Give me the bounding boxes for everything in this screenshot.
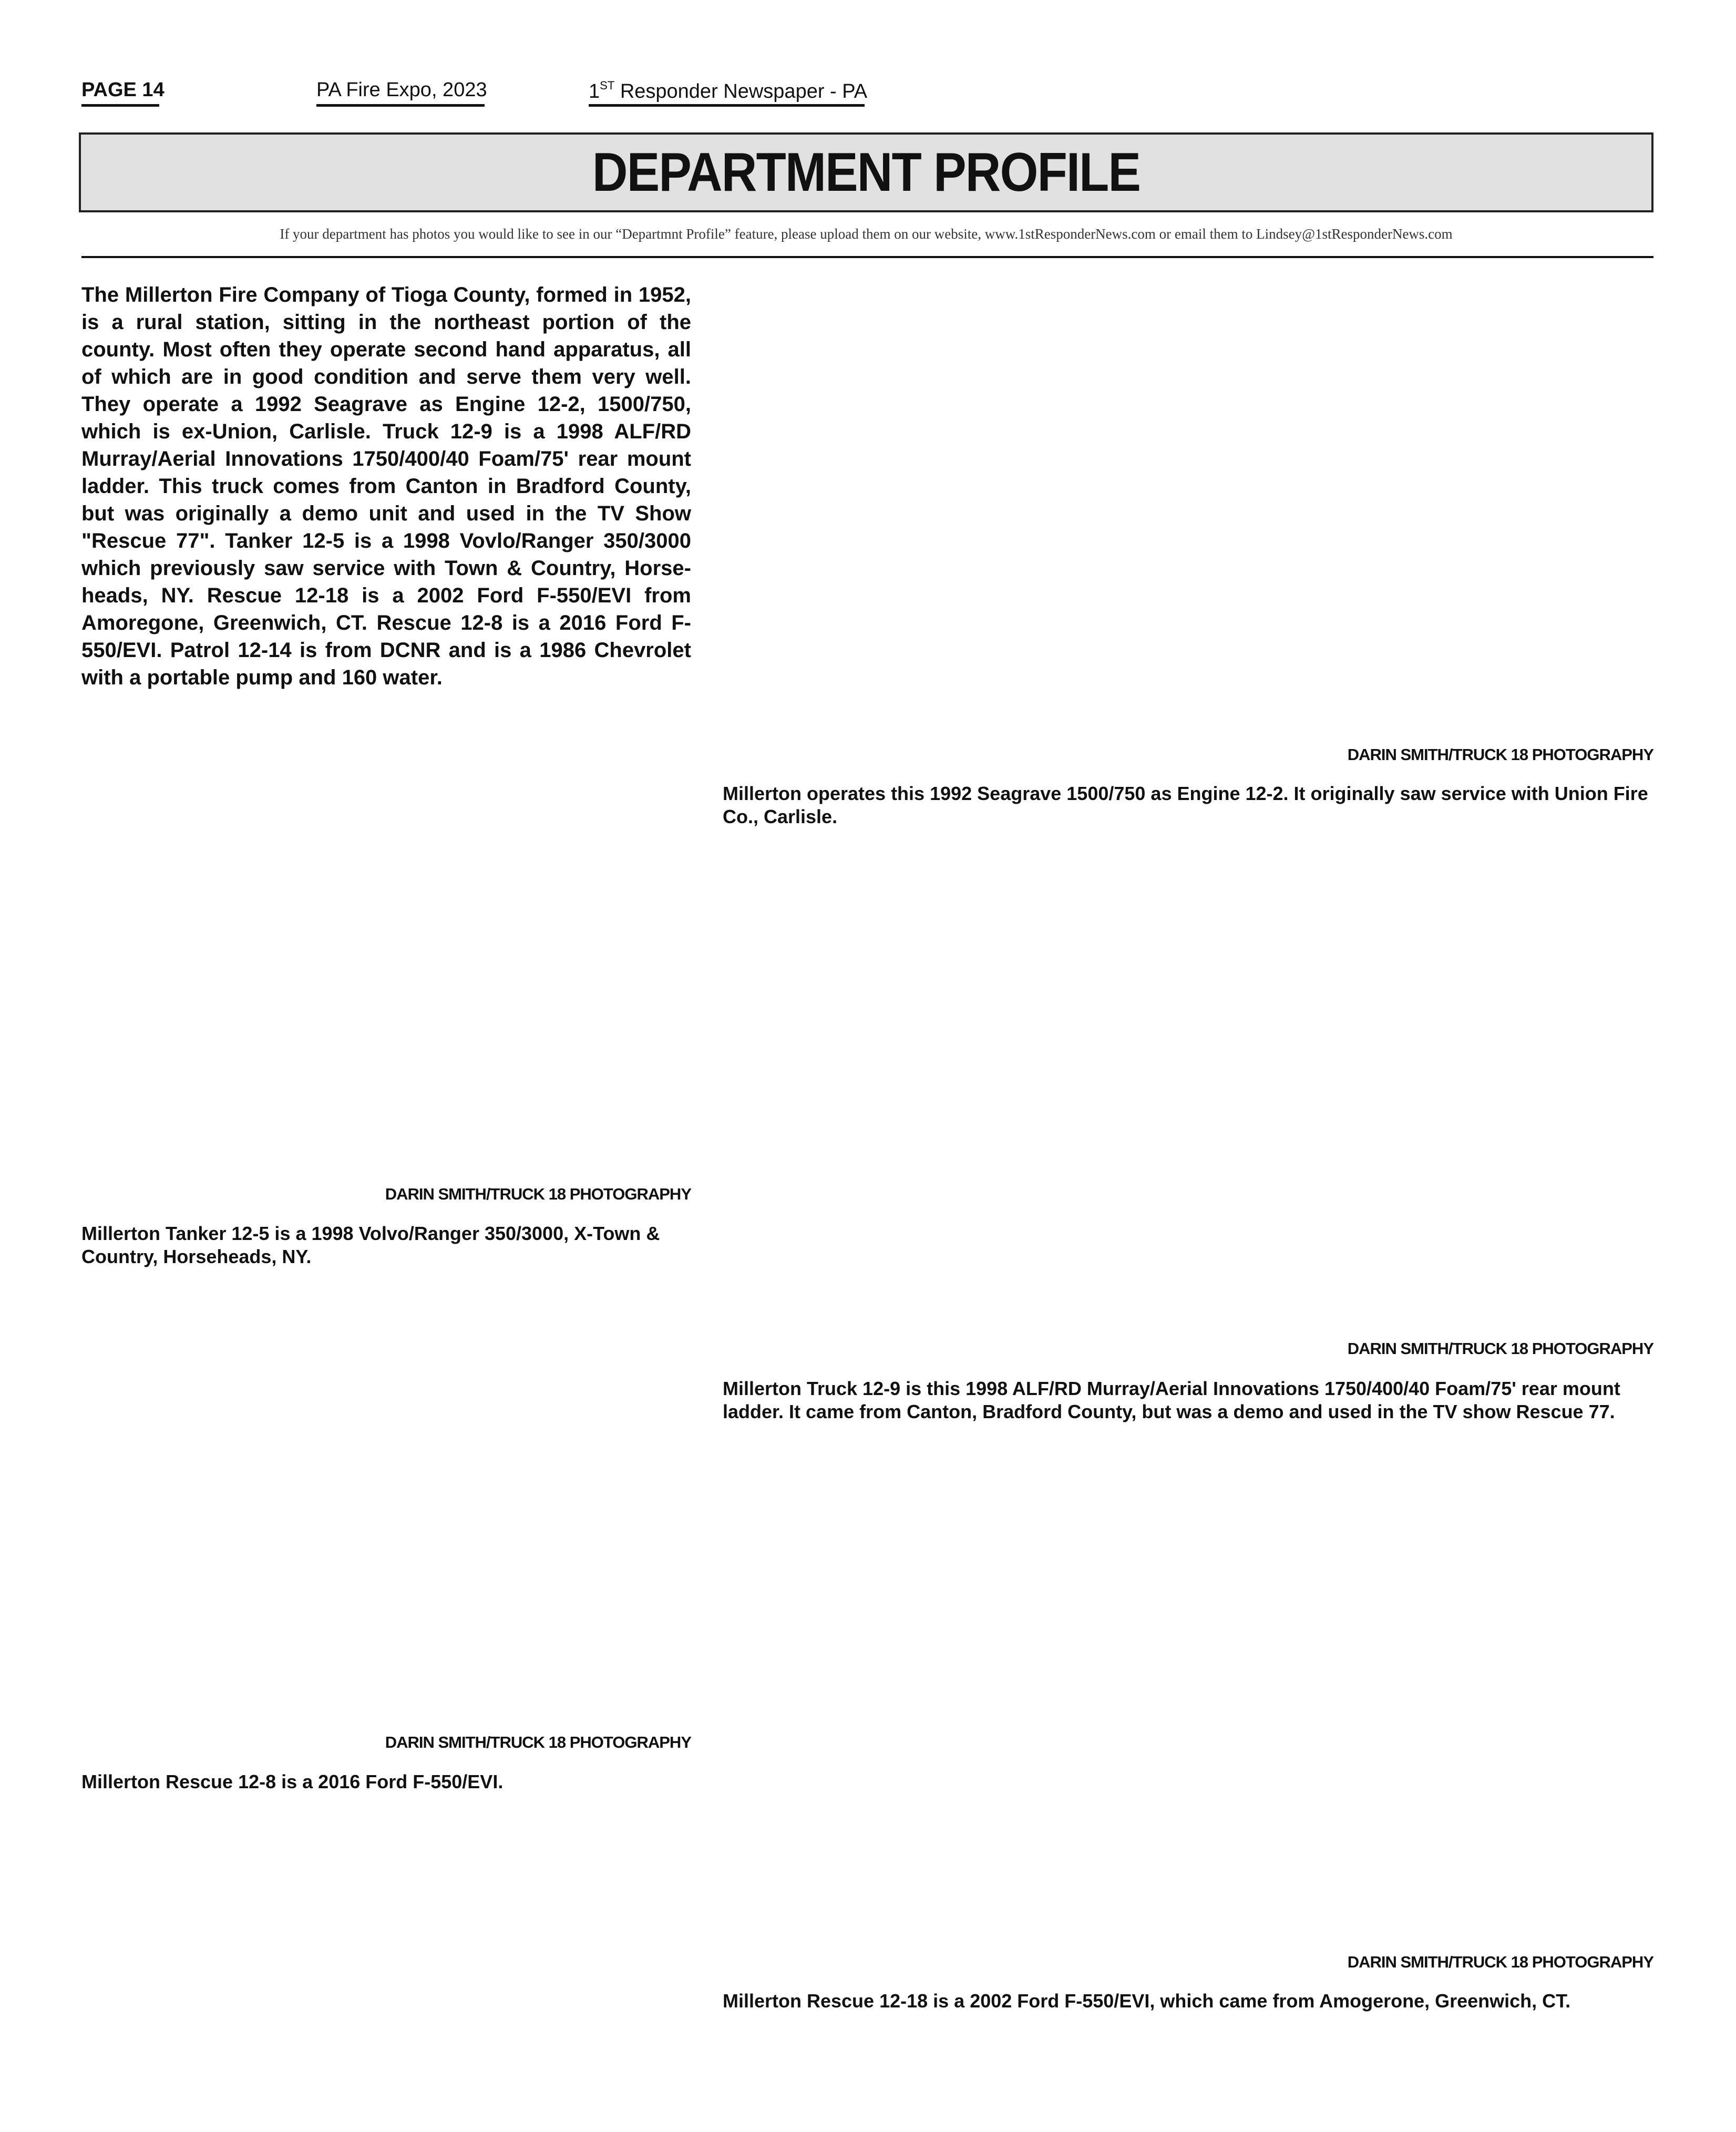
photo-caption: Millerton Rescue 12-8 is a 2016 Ford F-550/EVI. xyxy=(81,1771,504,1792)
photo-credit: DARIN SMITH/TRUCK 18 PHOTOGRAPHY xyxy=(385,1733,691,1751)
photo-credit: DARIN SMITH/TRUCK 18 PHOTOGRAPHY xyxy=(1347,745,1653,764)
photo-credit: DARIN SMITH/TRUCK 18 PHOTOGRAPHY xyxy=(385,1185,691,1203)
newspaper-name xyxy=(589,79,867,103)
edition-label: PA Fire Expo, 2023 xyxy=(316,79,487,101)
newspaper-name-superscript: ST xyxy=(600,79,615,92)
submission-note: If your department has photos you would like to see in our “Departmnt Profile” feature, please upload them on our website, www.1stResponderNews.com or email them to Lindsey@1stResponderNews.com xyxy=(280,226,1453,242)
header-underline-paper xyxy=(589,104,865,107)
section-divider xyxy=(81,256,1653,258)
newspaper-name-prefix: 1 xyxy=(589,80,600,102)
newspaper-name-suffix: Responder Newspaper - PA xyxy=(614,80,868,102)
photo-credit: DARIN SMITH/TRUCK 18 PHOTOGRAPHY xyxy=(1347,1953,1653,1971)
photo-caption: Millerton Tanker 12-5 is a 1998 Volvo/Ranger 350/3000, X-Town & Country, Horseheads, NY. xyxy=(81,1223,660,1267)
photo-caption: Millerton Rescue 12-18 is a 2002 Ford F-550/EVI, which came from Amogerone, Greenwich, CT. xyxy=(723,1990,1571,2012)
photo-caption: Millerton Truck 12-9 is this 1998 ALF/RD Murray/Aerial Innovations 1750/400/40 Foam/75' rear mount ladder. It came from Canton, Bradford County, but was a demo and used in the TV show Rescue 77. xyxy=(723,1378,1620,1422)
section-title-banner xyxy=(79,132,1653,212)
header-underline-edition xyxy=(316,104,485,107)
article-body: The Millerton Fire Company of Tioga County, formed in 1952, is a rural station, sitting in the northeast portion of the county. Most often they operate second hand apparatus, all of which are in good condition and serve them very well. They operate a 1992 Seagrave as Engine 12-2, 1500/750, which is ex-Union, Carlisle. Truck 12-9 is a 1998 ALF/RD Murray/Aerial Innovations 1750/400/40 Foam/75' rear mount ladder. This truck comes from Canton in Bradford County, but was originally a demo unit and used in the TV Show "Rescue 77". Tanker 12-5 is a 1998 Vovlo/Ranger 350/3000 which previously saw service with Town & Country, Horse-heads, NY. Rescue 12-18 is a 2002 Ford F-550/EVI from Amoregone, Greenwich, CT. Rescue 12-8 is a 2016 Ford F-550/EVI. Patrol 12-14 is from DCNR and is a 1986 Chevrolet with a portable pump and 160 water. xyxy=(81,283,691,689)
header-underline-page xyxy=(81,104,159,107)
section-title: DEPARTMENT PROFILE xyxy=(592,141,1141,203)
photo-caption: Millerton operates this 1992 Seagrave 1500/750 as Engine 12-2. It originally saw service with Union Fire Co., Carlisle. xyxy=(723,783,1648,827)
page-number: PAGE 14 xyxy=(81,79,165,101)
photo-credit: DARIN SMITH/TRUCK 18 PHOTOGRAPHY xyxy=(1347,1339,1653,1358)
